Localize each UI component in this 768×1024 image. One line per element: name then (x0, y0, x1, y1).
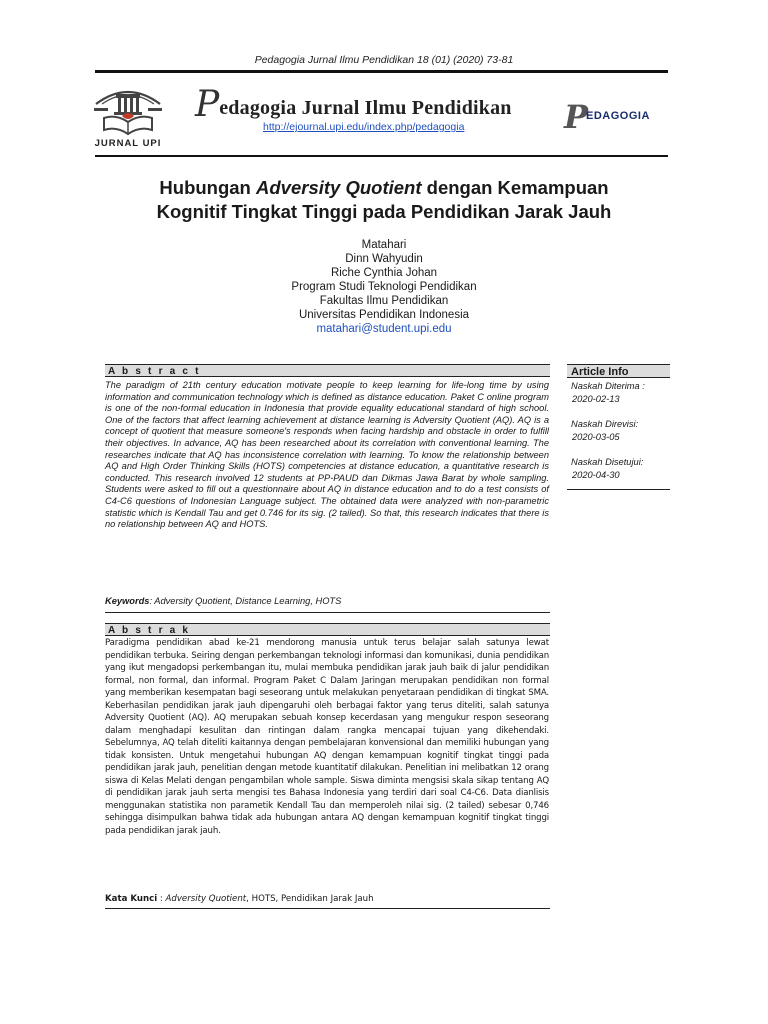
affiliation-line: Program Studi Teknologi Pendidikan (291, 281, 477, 293)
kata-kunci-divider (105, 908, 550, 909)
author-block (0, 238, 768, 336)
received-date: 2020-02-13 (572, 393, 620, 404)
kata-kunci-separator: : (157, 894, 166, 904)
pedagogia-logo (562, 98, 672, 134)
header-rule-top (95, 70, 668, 73)
revised-label: Naskah Direvisi: (571, 419, 639, 429)
abstract-heading: A b s t r a c t (105, 364, 550, 377)
keywords-label: Keywords (105, 596, 150, 606)
masthead-initial: P (195, 84, 220, 125)
kata-kunci-label: Kata Kunci (105, 894, 158, 904)
article-info-panel (567, 380, 670, 494)
abstrak-indonesian-text: Paradigma pendidikan abad ke-21 mendorong manusia untuk terus belajar salah satunya lewat pendidikan terbuka. Seiring dengan perkembangan teknologi informasi dan komunikasi, dunia pendidikan yang ikut mengadopsi perkembangan itu, mulai membuka pendidikan jarak jauh baik di jalur pendidikan formal, non formal, dan informal. Program Paket C Dalam Jaringan merupakan pendidikan non formal yang memberikan kesempatan bagi seseorang untuk melakukan penyetaraan pendidikan di tingkat SMA. Keberhasilan pendidikan jarak jauh dipengaruhi oleh berbagai faktor yang terus diteliti, salah satunya Adversity Quotient (AQ). AQ merupakan sebuah konsep kecerdasan yang mengukur respon seseorang dalam menghadapi kesulitan dan rintingan dalam rangka mencapai tujuan yang dikehendaki. Sebelumnya, AQ telah diteliti kaitannya dengan pembelajaran konvensional dan memiliki hubungan yang tidak konsisten. Untuk mengetahui hubungan AQ dengan kemampuan kognitif tingkat tinggi pada pendidikan jarak jauh, penelitian dengan metode kuantitatif dilakukan. Penelitian ini melibatkan 12 orang siswa di Kelas Melati dengan pengambilan whole sample. Siswa diminta mengsisi skala sikap tentang AQ di pendidikan jarak jauh serta mengisi tes Bahasa Indonesia yang terdiri dari soal C4-C6. Data dianlisis menggunakan statistika non parametik Kendall Tau dan memperoleh nilai sig. (2 tailed) sebesar 0,746 sehingga disimpulkan bahwa tidak ada hubungan antara AQ dengan kemampuan kognitif tingkat tinggi pada pendidikan jarak jauh. (105, 638, 549, 836)
author-name: Matahari (361, 239, 407, 251)
affiliation-line: Universitas Pendidikan Indonesia (298, 309, 470, 321)
journal-citation: Pedagogia Jurnal Ilmu Pendidikan 18 (01) (2020) 73-81 (254, 54, 514, 66)
affiliation-line: Fakultas Ilmu Pendidikan (319, 295, 449, 307)
keywords-list: : Adversity Quotient, Distance Learning, HOTS (149, 596, 342, 606)
abstrak-heading: A b s t r a k (105, 623, 550, 636)
author-name: Dinn Wahyudin (345, 253, 423, 265)
article-info-divider (567, 489, 670, 490)
journal-url-link[interactable]: http://ejournal.upi.edu/index.php/pedagogia (263, 121, 465, 133)
journal-masthead (195, 84, 555, 133)
jurnal-upi-logo (88, 82, 168, 152)
article-info-heading: Article Info (567, 364, 670, 378)
title-part-2: dengan Kemampuan (421, 177, 609, 198)
kata-kunci-italic: Adversity Quotient (165, 894, 247, 904)
pedagogia-initial: P (564, 98, 589, 134)
logo-caption: JURNAL UPI (94, 138, 162, 149)
title-italic: Adversity Quotient (256, 177, 422, 198)
author-email-link[interactable]: matahari@student.upi.edu (316, 323, 452, 335)
pedagogia-brand-text: EDAGOGIA (586, 110, 650, 122)
abstract-english-text: The paradigm of 21th century education motivate people to keep learning for life-long time by using information and communication technology which is defined as distance education. Paket C online program is one of the non-formal education in Indonesia that provide equality educational standard of high school. One of the factors that affect learning achievement at distance learning is Adversity Quotient (AQ). AQ is a concept of quotient that measure someone's responds when facing hardship and obstacle in order to fulfill their objectives. In advance, AQ has been researched about its correlation with conventional learning. The researches indicate that AQ has inconsistence correlation with learning. To know the relationship between AQ and High Order Thinking Skills (HOTS) competencies at distance education, a quantitative research is conducted. This research involved 12 students at PP-PAUD dan Dikmas Jawa Barat by whole sampling. Students were asked to fill out a questionnaire about AQ in distance education and to do a test consists of C4-C6 questions of Indonesian Language subject. The obtained data were analyzed with non-parametric statistic which is Kendall Tau and get 0.746 for its sig. (2 tailed). So that, this research indicates that there is no relationship between AQ and HOTS. (105, 380, 549, 530)
keywords-line (105, 595, 549, 607)
author-name: Riche Cynthia Johan (330, 267, 438, 279)
accepted-label: Naskah Disetujui: (571, 457, 644, 467)
keywords-divider (105, 612, 550, 613)
header-rule-bottom (95, 155, 668, 157)
masthead-name: edagogia Jurnal Ilmu Pendidikan (219, 97, 512, 119)
paper-title (60, 176, 708, 224)
accepted-date: 2020-04-30 (572, 469, 620, 480)
kata-kunci-line (105, 893, 549, 905)
title-line-2: Kognitif Tingkat Tinggi pada Pendidikan Jarak Jauh (156, 201, 612, 222)
kata-kunci-rest: , HOTS, Pendidikan Jarak Jauh (246, 894, 374, 904)
title-part-1: Hubungan (159, 177, 256, 198)
revised-date: 2020-03-05 (572, 431, 620, 442)
university-building-icon (88, 82, 168, 138)
received-label: Naskah Diterima : (571, 381, 645, 391)
